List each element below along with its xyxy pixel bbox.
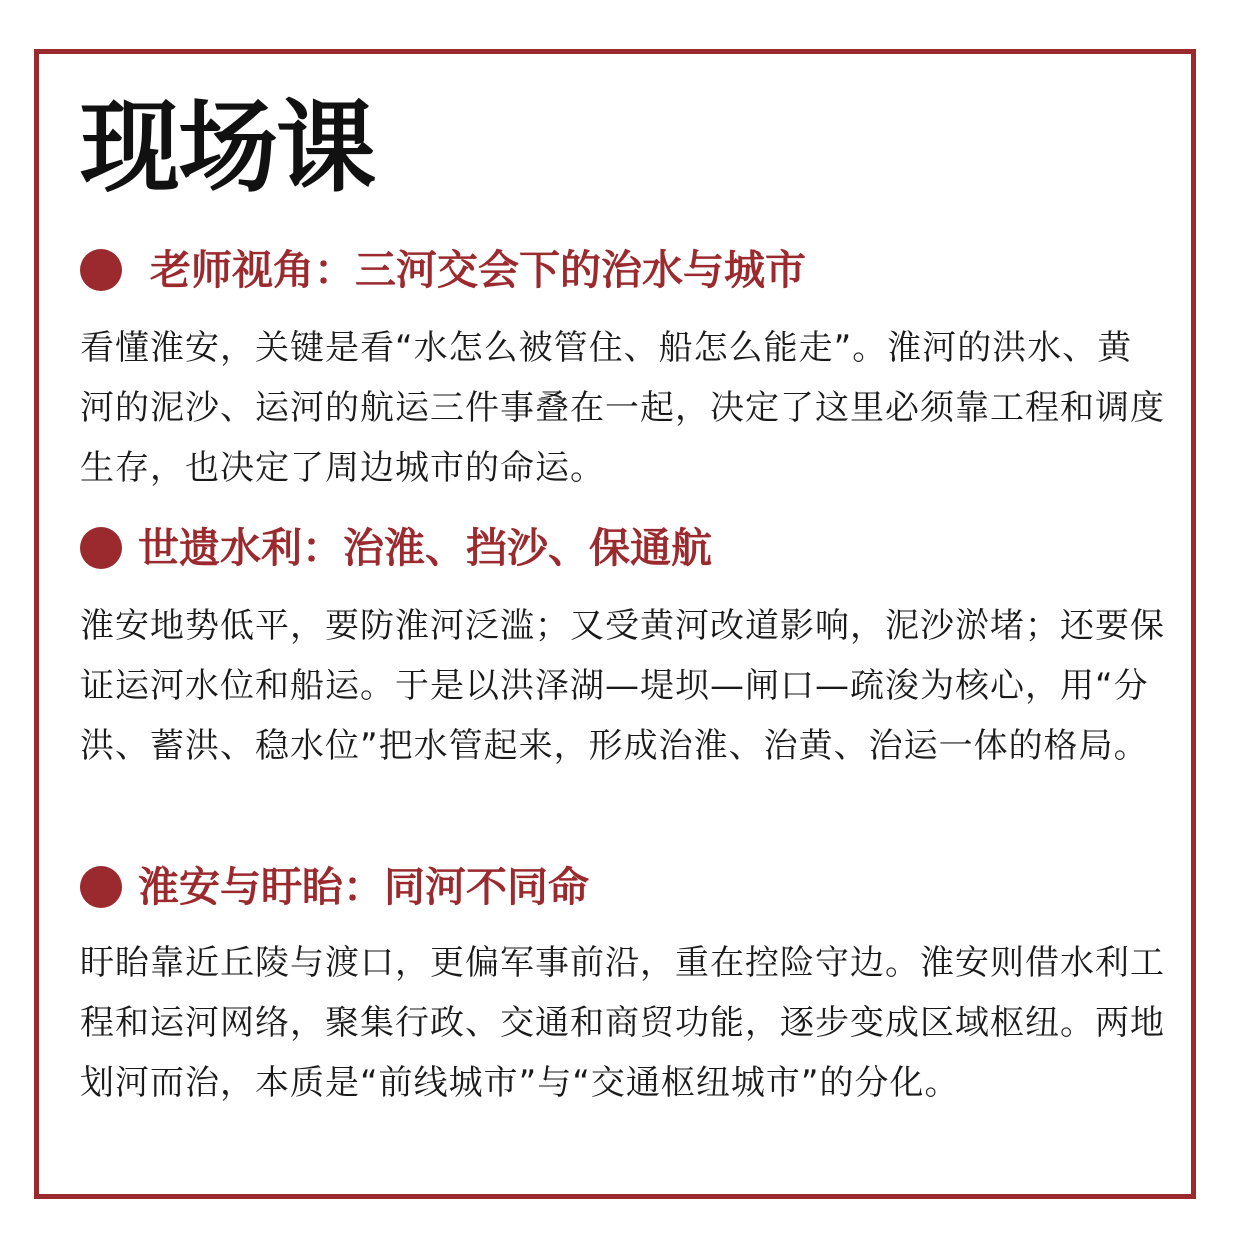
- section-heading: [80, 518, 1165, 578]
- bullet-dot-icon: [80, 527, 122, 569]
- section-huaian-xuyi: [80, 857, 1165, 1113]
- section-heading: [80, 857, 1165, 917]
- section-body: 淮安地势低平，要防淮河泛滥；又受黄河改道影响，泥沙淤堵；还要保证运河水位和船运。于是以洪泽湖—堤坝—闸口—疏浚为核心，用“分洪、蓄洪、稳水位”把水管起来，形成治淮、治黄、治运一体的格局。: [80, 606, 1165, 766]
- section-heading: [80, 240, 1165, 300]
- section-heading-text: 世遗水利：治淮、挡沙、保通航: [138, 524, 712, 572]
- section-heading-text: 淮安与盱眙：同河不同命: [138, 863, 589, 911]
- section-heritage-water: [80, 518, 1165, 776]
- page-title: 现场课: [80, 88, 374, 206]
- section-body: 看懂淮安，关键是看“水怎么被管住、船怎么能走”。淮河的洪水、黄河的泥沙、运河的航运三件事叠在一起，决定了这里必须靠工程和调度生存，也决定了周边城市的命运。: [80, 328, 1165, 488]
- section-heading-text: 老师视角：三河交会下的治水与城市: [150, 246, 806, 294]
- bullet-dot-icon: [80, 249, 122, 291]
- bullet-dot-icon: [80, 866, 122, 908]
- section-teacher-view: [80, 240, 1165, 498]
- section-body: 盱眙靠近丘陵与渡口，更偏军事前沿，重在控险守边。淮安则借水利工程和运河网络，聚集行政、交通和商贸功能，逐步变成区域枢纽。两地划河而治，本质是“前线城市”与“交通枢纽城市”的分化。: [80, 943, 1165, 1103]
